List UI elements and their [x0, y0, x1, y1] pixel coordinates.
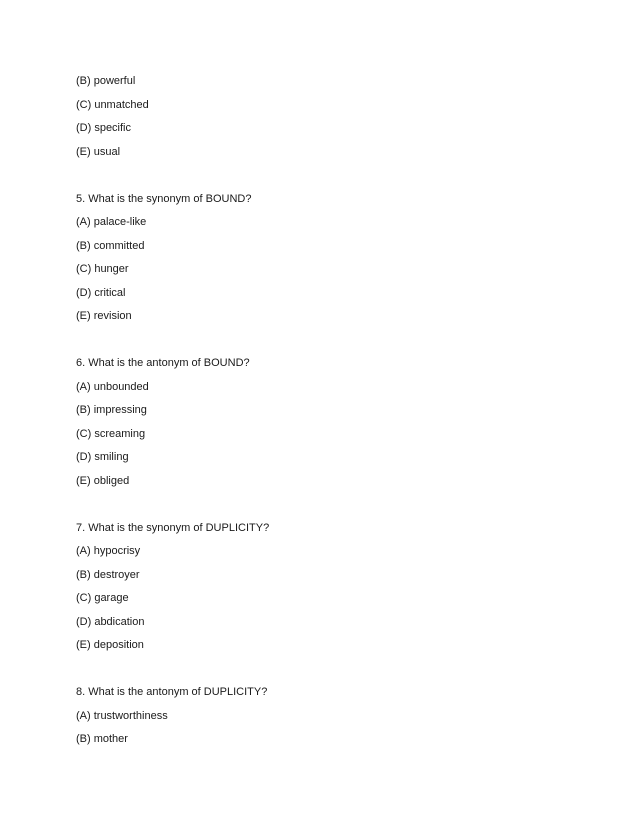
question-text: 7. What is the synonym of DUPLICITY? [76, 521, 270, 534]
option-item: (D) critical [76, 286, 126, 299]
spacer [76, 662, 596, 686]
option-item: (B) impressing [76, 404, 147, 416]
option-item: (B) powerful [76, 75, 136, 87]
option-item: (E) obliged [76, 474, 130, 487]
option-item: (C) garage [76, 592, 129, 604]
option-item: (A) unbounded [76, 380, 149, 393]
option-item: (B) mother [76, 733, 128, 745]
option-item: (B) destroyer [76, 568, 140, 581]
option-item: (D) specific [76, 122, 132, 134]
option-item: (A) hypocrisy [76, 545, 141, 557]
question-text: 5. What is the synonym of BOUND? [76, 192, 252, 205]
option-item: (E) revision [76, 310, 132, 322]
option-item: (A) trustworthiness [76, 709, 168, 722]
option-item: (C) screaming [76, 427, 146, 440]
option-item: (B) committed [76, 239, 145, 252]
spacer [76, 497, 596, 521]
option-item: (D) abdication [76, 615, 145, 628]
option-item: (A) palace-like [76, 216, 147, 228]
question-text: 6. What is the antonym of BOUND? [76, 357, 250, 369]
option-item: (C) unmatched [76, 98, 149, 111]
spacer [76, 168, 596, 192]
option-item: (E) usual [76, 145, 121, 158]
question-text: 8. What is the antonym of DUPLICITY? [76, 686, 268, 698]
option-item: (D) smiling [76, 451, 129, 463]
option-item: (E) deposition [76, 639, 144, 651]
question-list [76, 74, 596, 756]
spacer [76, 333, 596, 357]
option-item: (C) hunger [76, 263, 129, 275]
